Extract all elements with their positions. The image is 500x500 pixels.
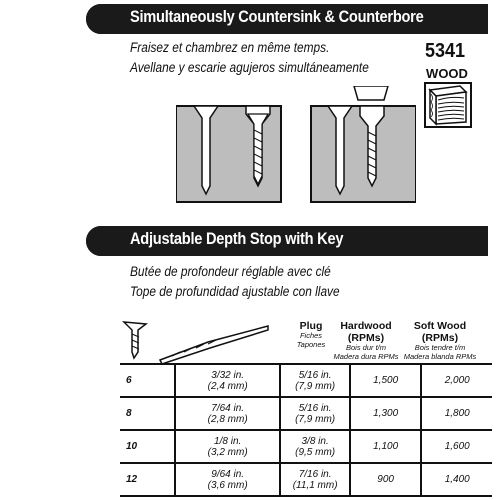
depth-stop-french-text: Butée de profondeur réglable avec clé <box>130 264 331 279</box>
drill-size-in: 3/32 in. <box>211 369 245 381</box>
hardwood-rpm-cell: 900 <box>350 463 422 496</box>
countersink-banner <box>86 4 488 34</box>
depth-stop-spanish-text: Tope de profundidad ajustable con llave <box>130 284 340 299</box>
hardwood-header <box>326 320 406 361</box>
softwood-header <box>398 320 482 361</box>
hardwood-header-french: Bois dur t/m <box>345 343 386 353</box>
drill-size-mm: (2,4 mm) <box>207 380 248 392</box>
drill-size-mm: (3,6 mm) <box>207 479 248 491</box>
plug-size-cell <box>280 364 350 397</box>
drill-size-cell <box>175 463 280 496</box>
table-row <box>120 364 492 397</box>
material-label: WOOD <box>426 66 468 81</box>
plug-size-mm: (7,9 mm) <box>295 413 336 425</box>
screw-icon <box>122 318 154 367</box>
hardwood-header-spanish: Madera dura RPMs <box>333 351 399 361</box>
drill-size-mm: (3,2 mm) <box>207 446 248 458</box>
softwood-rpm-cell: 1,400 <box>421 463 492 496</box>
plug-size-in: 5/16 in. <box>298 402 332 414</box>
softwood-header-unit: (RPMs) <box>421 332 459 345</box>
screw-gauge-cell: 8 <box>120 397 175 430</box>
countersink-diagram-icon <box>176 86 416 211</box>
drill-size-in: 7/64 in. <box>211 402 245 414</box>
drill-size-cell <box>175 364 280 397</box>
wood-grain-icon <box>424 82 472 128</box>
plug-size-cell <box>280 463 350 496</box>
drill-size-in: 9/64 in. <box>211 468 245 480</box>
screw-gauge-cell: 6 <box>120 364 175 397</box>
plug-size-mm: (11,1 mm) <box>292 479 338 491</box>
intro-french-text: Fraisez et chambrez en même temps. <box>130 40 330 55</box>
softwood-rpm-cell: 2,000 <box>421 364 492 397</box>
plug-size-in: 7/16 in. <box>298 468 332 480</box>
drill-size-cell <box>175 430 280 463</box>
hardwood-header-title: Hardwood <box>340 320 392 332</box>
screw-gauge-cell: 10 <box>120 430 175 463</box>
table-row <box>120 463 492 496</box>
drill-size-cell <box>175 397 280 430</box>
specs-table <box>120 363 492 497</box>
screw-gauge-cell: 12 <box>120 463 175 496</box>
hardwood-header-unit: (RPMs) <box>347 332 385 345</box>
plug-size-mm: (9,5 mm) <box>295 446 336 458</box>
intro-spanish-text: Avellane y escarie agujeros simultáneamente <box>130 60 369 75</box>
table-row <box>120 397 492 430</box>
softwood-header-title: Soft Wood <box>413 320 467 332</box>
plug-size-mm: (7,9 mm) <box>295 380 336 392</box>
softwood-rpm-cell: 1,800 <box>421 397 492 430</box>
hardwood-rpm-cell: 1,300 <box>350 397 422 430</box>
depth-stop-banner-title: Adjustable Depth Stop with Key <box>130 229 344 248</box>
plug-size-in: 5/16 in. <box>298 369 332 381</box>
drill-size-mm: (2,8 mm) <box>207 413 248 425</box>
drill-bit-icon <box>158 322 270 369</box>
countersink-banner-title: Simultaneously Countersink & Counterbore <box>130 7 424 26</box>
table-row <box>120 430 492 463</box>
softwood-rpm-cell: 1,600 <box>421 430 492 463</box>
plug-header-spanish: Tapones <box>296 339 326 349</box>
plug-size-in: 3/8 in. <box>301 435 329 447</box>
softwood-header-french: Bois tendre t/m <box>414 343 466 353</box>
drill-size-in: 1/8 in. <box>214 435 242 447</box>
product-code: 5341 <box>425 40 466 62</box>
depth-stop-banner <box>86 226 488 256</box>
plug-size-cell <box>280 430 350 463</box>
plug-header-french: Fiches <box>299 331 323 341</box>
plug-size-cell <box>280 397 350 430</box>
plug-header-title: Plug <box>299 320 323 332</box>
softwood-header-spanish: Madera blanda RPMs <box>403 351 477 361</box>
hardwood-rpm-cell: 1,100 <box>350 430 422 463</box>
hardwood-rpm-cell: 1,500 <box>350 364 422 397</box>
